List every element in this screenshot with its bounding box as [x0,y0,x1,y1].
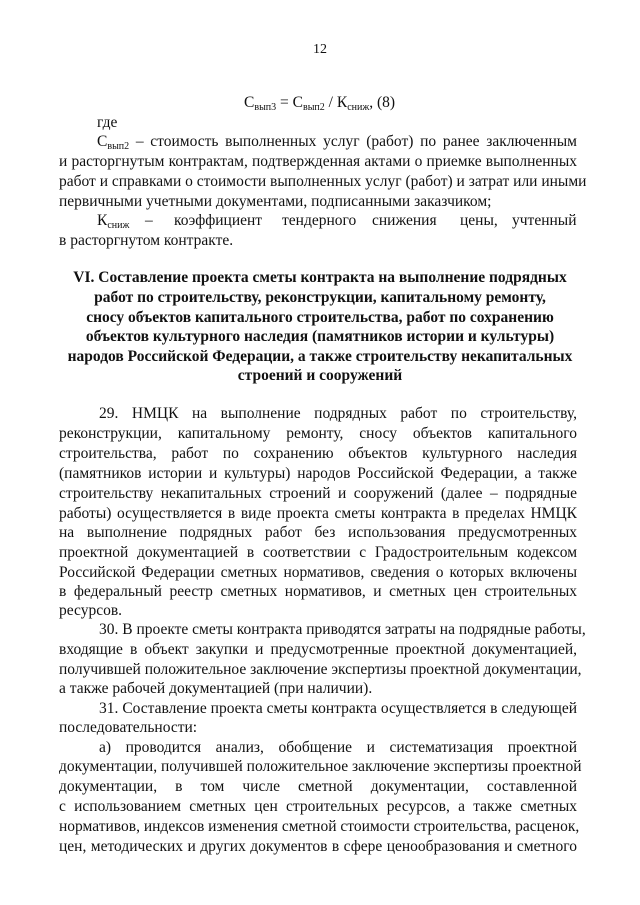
p29-line: проектной документацией в соответствии с Градостроительным кодексом [59,544,577,561]
def2-word: тендерного [282,212,357,229]
where-label: где [97,114,118,131]
p30-line: входящие в объект закупки и предусмотренные проектной документацией, [59,641,577,658]
p30-line: получившей положительное заключение экспертизы проектной документации, [59,661,582,678]
def2-word: цены, [460,212,498,229]
def2-line-2: в расторгнутом контракте. [59,232,234,249]
heading-line: VI. Составление проекта сметы контракта на выполнение подрядных [73,269,567,286]
p29-line: (памятников истории и культуры) народов Российской Федерации, а также [59,465,577,482]
p29-line: строительству некапитальных строений и сооружений (далее – подрядные [59,485,577,502]
p29-line: реконструкции, капитальному ремонту, сносу объектов капитального [59,425,577,442]
p31a-line: документации, получившей положительное заключение экспертизы проектной [59,758,582,775]
p30-line: 30. В проекте сметы контракта приводятся затраты на подрядные работы, [99,621,586,638]
p31a-line: с использованием сметных цен строительных ресурсов, а также сметных [59,798,577,815]
heading-line: народов Российской Федерации, а также строительству некапитальных [67,348,573,365]
def1-line-4: первичными учетными документами, подписанными заказчиком; [59,193,492,210]
p29-line: ресурсов. [59,602,123,619]
p31a-line: нормативов, индексов изменения сметной стоимости строительства, расценок, [59,818,580,835]
def1-line-2: и расторгнутым контрактам, подтвержденная актами о приемке выполненных [59,153,577,170]
def2-var: $К_{сниж}$ [97,212,130,231]
heading-line: объектов культурного наследия (памятников истории и культуры) [85,328,555,345]
def1-line-3: работ и справками о стоимости выполненных услуг (работ) и затрат или иными [59,173,587,190]
p29-line: 29. НМЦК на выполнение подрядных работ по строительству, [99,405,577,422]
formula-8: $С_{вып3} = С_{вып2} / К_{сниж}$, (8) [244,94,396,113]
p31-line: последовательности: [59,719,198,736]
heading-line: сносу объектов капитального строительства, работ по сохранению [86,309,554,326]
p29-line: работы) осуществляется в виде проекта сметы контракта в пределах НМЦК [59,505,577,522]
def2-word: снижения [372,212,437,229]
p31a-line: цен, методических и других документов в сфере ценообразования и сметного [59,838,577,855]
heading-line: работ по строительству, реконструкции, капитальному ремонту, [94,289,546,306]
p29-line: строительства, работ по сохранению объектов культурного наследия [59,445,577,462]
p31-line: 31. Составление проекта сметы контракта осуществляется в следующей [99,700,577,717]
p31a-line: а) проводится анализ, обобщение и систематизация проектной [99,739,577,756]
def2-word: учтенный [512,212,577,229]
p29-line: Российской Федерации сметных нормативов, сведения о которых включены [59,564,577,581]
p30-line: а также рабочей документацией (при наличии). [59,680,373,697]
def1-line-1: $С_{вып2}$ – стоимость выполненных услуг (работ) по ранее заключенным [97,133,577,152]
p31a-line: документации, в том числе сметной документации, составленной [59,778,577,795]
heading-line: строений и сооружений [237,367,403,384]
def2-word: коэффициент [174,212,263,229]
p29-line: в федеральный реестр сметных нормативов, и сметных цен строительных [59,583,577,600]
page-number: 12 [313,42,327,57]
p29-line: на выполнение подрядных работ без использования предусмотренных [59,524,577,541]
def2-word: – [145,212,153,229]
